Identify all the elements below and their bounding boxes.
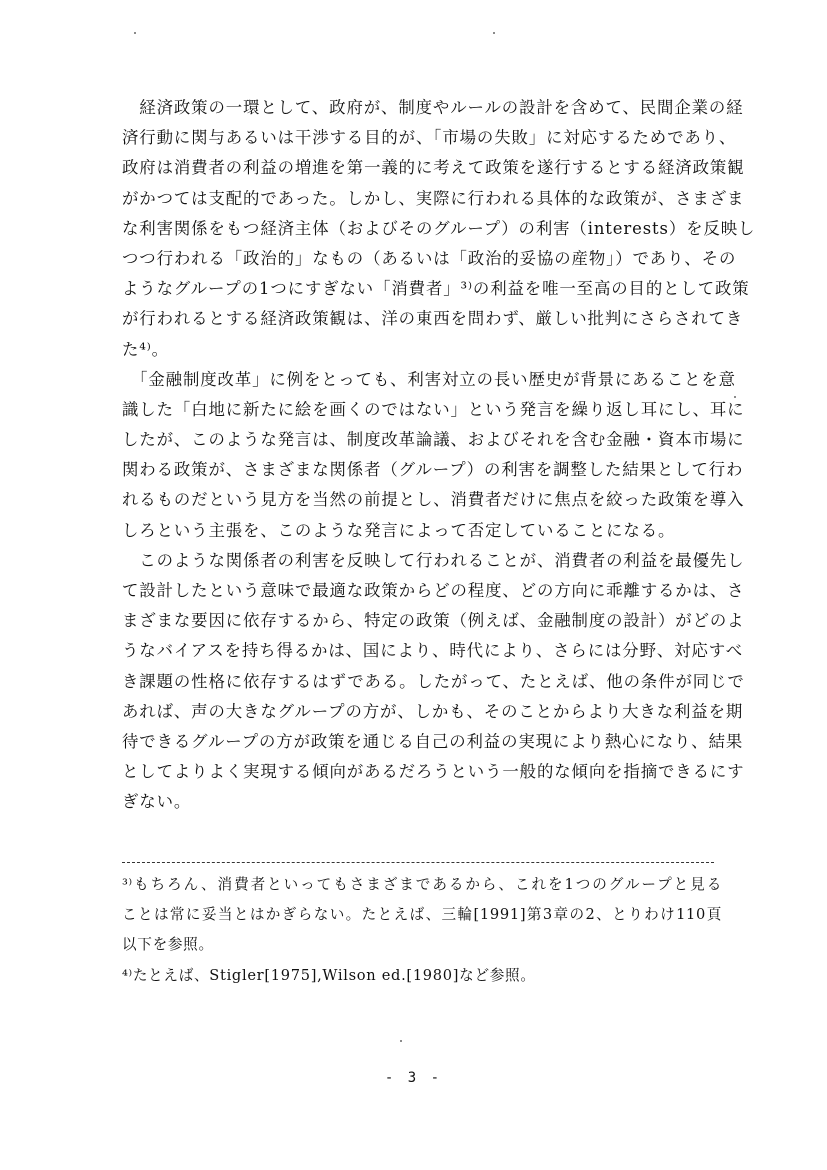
footnote-3	[122, 870, 722, 961]
text-line: 済行動に関与あるいは干渉する目的が、「市場の失敗」に対応するためであり、	[122, 128, 737, 148]
paragraph-1	[122, 93, 756, 365]
text-line: 政府は消費者の利益の増進を第一義的に考えて政策を遂行するとする経済政策観	[122, 158, 745, 178]
footnote-line: 以下を参照。	[122, 936, 214, 954]
text-line: 識した「白地に新たに絵を画くのではない」という発言を繰り返し耳にし、耳に	[122, 399, 745, 419]
footnotes	[122, 870, 722, 991]
text-line: 経済政策の一環として、政府が、制度やルールの設計を含めて、民間企業の経	[122, 98, 744, 117]
text-line: き課題の性格に依存するはずである。したがって、たとえば、他の条件が同じで	[122, 671, 745, 691]
text-line: が行われるとする経済政策観は、洋の東西を問わず、厳しい批判にさらされてき	[122, 309, 744, 329]
scan-speck	[134, 32, 136, 34]
text-line: がかつては支配的であった。しかし、実際に行われる具体的な政策が、さまざま	[122, 188, 745, 208]
text-line: 「金融制度改革」に例をとっても、利害対立の長い歴史が背景にあることを意	[122, 369, 736, 389]
scan-speck	[734, 396, 736, 398]
page-number: - 3 -	[384, 1070, 443, 1086]
text-line: れるものだという見方を当然の前提とし、消費者だけに焦点を絞った政策を導入	[122, 490, 745, 510]
scan-speck	[493, 32, 495, 34]
paragraph-2	[122, 365, 745, 546]
text-line: うなバイアスを持ち得るかは、国により、時代により、さらには分野、対応すべ	[122, 641, 743, 661]
text-line: た⁴⁾。	[122, 339, 169, 359]
footnote-line: ³⁾もちろん、消費者といってもさまざまであるから、これを1つのグループと見る	[122, 876, 722, 893]
paragraph-3	[122, 546, 745, 818]
text-line: あれば、声の大きなグループの方が、しかも、そのことからより大きな利益を期	[122, 701, 744, 721]
text-line: 待できるグループの方が政策を通じる自己の利益の実現により熱心になり、結果	[122, 731, 744, 751]
text-line: このような関係者の利害を反映して行われることが、消費者の利益を最優先し	[122, 550, 745, 570]
text-line: ぎない。	[122, 792, 192, 812]
footnote-line: ことは常に妥当とはかぎらない。たとえば、三輪[1991]第3章の2、とりわけ110頁	[122, 906, 722, 924]
footnote-4	[122, 961, 722, 991]
body-text	[122, 93, 756, 818]
text-line: したが、このような発言は、制度改革論議、およびそれを含む金融・資本市場に	[122, 430, 745, 450]
text-line: しろという主張を、このような発言によって否定していることになる。	[122, 520, 676, 540]
text-line: ようなグループの1つにすぎない「消費者」³⁾の利益を唯一至高の目的として政策	[122, 279, 750, 299]
text-line: て設計したという意味で最適な政策からどの程度、どの方向に乖離するかは、さ	[122, 581, 745, 600]
scan-speck	[400, 1040, 402, 1042]
text-line: な利害関係をもつ経済主体（およびそのグループ）の利害（interests）を反映し	[122, 218, 756, 238]
footnote-line: ⁴⁾たとえば、Stigler[1975],Wilson ed.[1980]など参照。	[122, 966, 536, 984]
text-line: としてよりよく実現する傾向があるだろうという一般的な傾向を指摘できるにす	[122, 762, 745, 782]
text-line: 関わる政策が、さまざまな関係者（グループ）の利害を調整した結果として行わ	[122, 460, 744, 480]
text-line: まざまな要因に依存するから、特定の政策（例えば、金融制度の設計）がどのよ	[122, 611, 745, 631]
footnote-separator	[122, 862, 714, 863]
text-line: つつ行われる「政治的」なもの（あるいは「政治的妥協の産物」）であり、その	[122, 248, 737, 268]
